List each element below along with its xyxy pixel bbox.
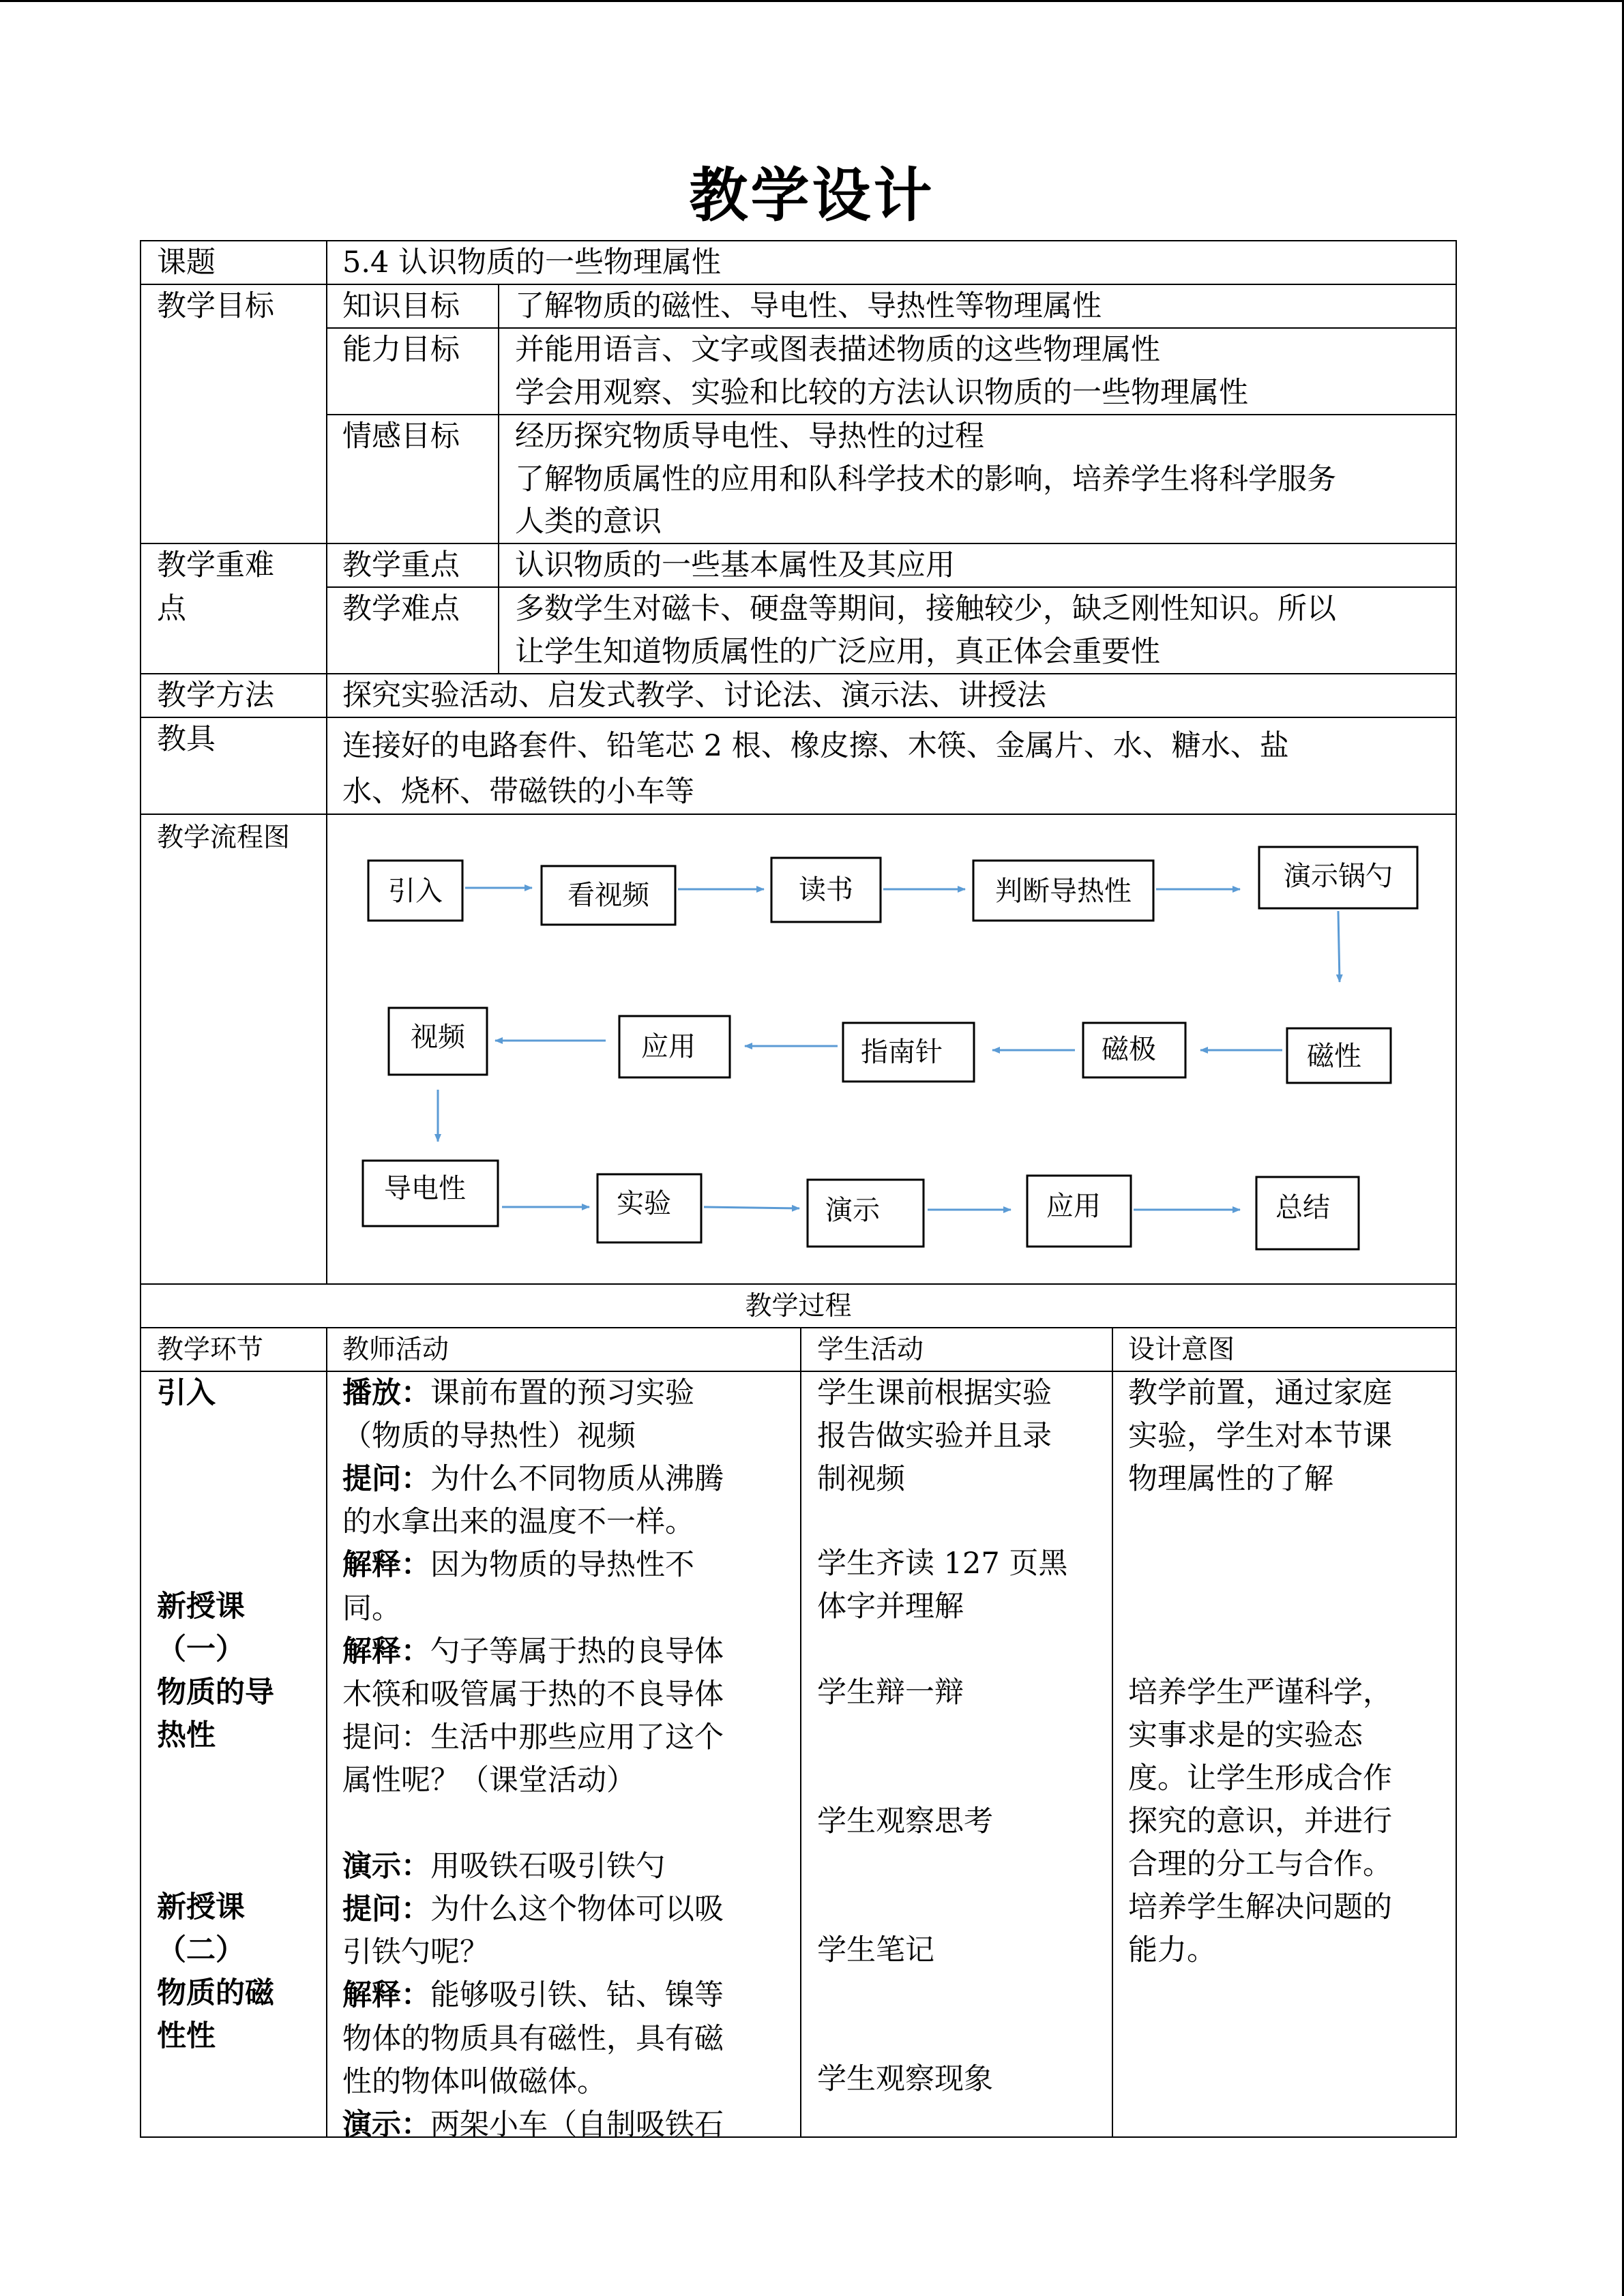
teacher-activity-line: [342, 2061, 606, 2103]
knowledge-goal-label: 知识目标: [342, 289, 460, 323]
teacher-activity-line: [342, 1458, 724, 1500]
difficulty-line1: 多数学生对磁卡、硬盘等期间，接触较少，缺乏刚性知识。所以: [515, 592, 1336, 626]
ability-goal-label: 能力目标: [342, 333, 460, 367]
stage-new2-b: （二）: [157, 1933, 245, 1967]
teacher-activity-text: 物体的物质具有磁性，具有磁: [342, 2022, 724, 2056]
student-text: 报告做实验并且录: [817, 1419, 1052, 1453]
teacher-activity-text: 木筷和吸管属于热的不良导体: [342, 1678, 724, 1712]
focus-label-line1: 教学重难: [157, 548, 274, 582]
focus-label-line2: 点: [157, 592, 186, 626]
teacher-activity-line: [342, 1587, 401, 1630]
teacher-activity-text: 为什么不同物质从沸腾: [430, 1462, 724, 1496]
process-header: 教学过程: [745, 1291, 852, 1322]
intent-text: 实验，学生对本节课: [1128, 1419, 1392, 1453]
intent-text: 能力。: [1128, 1933, 1216, 1967]
teacher-activity-line: [342, 1673, 724, 1716]
teacher-activity-text: 引铁勺呢？: [342, 1935, 489, 1969]
flow-text: 判断导热性: [995, 876, 1132, 907]
teacher-activity-line: [342, 1415, 636, 1457]
teacher-activity-text: 的水拿出来的温度不一样。: [342, 1505, 694, 1539]
teacher-activity-line: [342, 1974, 724, 2016]
key-point-label: 教学重点: [342, 548, 460, 582]
intent-text: 实事求是的实验态: [1128, 1718, 1363, 1753]
teacher-activity-text: 性的物体叫做磁体。: [342, 2065, 606, 2099]
flow-text: 应用: [1046, 1191, 1101, 1222]
teacher-activity-line: [342, 1716, 724, 1759]
teacher-activity-keyword: 播放：: [342, 1376, 430, 1410]
intent-text: 培养学生严谨科学，: [1128, 1675, 1392, 1710]
teacher-activity-keyword: 解释：: [342, 1978, 430, 2012]
student-text: 学生辩一辩: [817, 1675, 964, 1710]
difficulty-label: 教学难点: [342, 592, 460, 626]
student-text: 学生齐读 127 页黑: [817, 1547, 1068, 1581]
teacher-activity-line: [342, 2018, 724, 2060]
teacher-activity-text: （物质的导热性）视频: [342, 1419, 636, 1453]
emotion-goal-line3: 人类的意识: [515, 505, 662, 539]
stage-new1-c: 物质的导: [157, 1675, 274, 1710]
teacher-activity-keyword: 解释：: [342, 1548, 430, 1582]
student-text: 学生笔记: [817, 1933, 934, 1967]
flow-text: 演示: [825, 1195, 880, 1226]
teacher-activity-text: 用吸铁石吸引铁勺: [430, 1849, 665, 1883]
teacher-activity-text: 属性呢？（课堂活动）: [342, 1763, 636, 1798]
col-stage-header: 教学环节: [157, 1335, 264, 1365]
stage-new2-d: 性性: [157, 2019, 216, 2053]
method-label: 教学方法: [157, 679, 274, 713]
teacher-activity-text: 勺子等属于热的良导体: [430, 1635, 724, 1669]
method-value: 探究实验活动、启发式教学、讨论法、演示法、讲授法: [342, 679, 1046, 713]
flow-arrow: [704, 1207, 799, 1208]
stage-intro: 引入: [157, 1376, 216, 1410]
flow-text: 应用: [641, 1031, 696, 1062]
flow-text: 演示锅勺: [1284, 861, 1393, 892]
student-text: 学生观察思考: [817, 1804, 993, 1838]
teacher-activity-keyword: 提问：: [342, 1462, 430, 1496]
teacher-activity-keyword: 提问：: [342, 1892, 430, 1926]
teacher-activity-keyword: 演示：: [342, 1849, 430, 1883]
flow-text: 引入: [388, 876, 443, 907]
teacher-activity-text: 同。: [342, 1592, 401, 1626]
intent-text: 探究的意识，并进行: [1128, 1804, 1392, 1838]
teacher-activity-text: 课前布置的预习实验: [430, 1376, 694, 1410]
flow-arrow: [1338, 911, 1340, 982]
goals-label: 教学目标: [157, 289, 274, 323]
intent-text: 合理的分工与合作。: [1128, 1847, 1392, 1881]
difficulty-line2: 让学生知道物质属性的广泛应用，真正体会重要性: [515, 635, 1160, 669]
student-text: 学生观察现象: [817, 2062, 993, 2096]
teacher-activity-line: [342, 2104, 724, 2146]
stage-new1-d: 热性: [157, 1718, 216, 1753]
teacher-activity-line: [342, 1888, 724, 1930]
emotion-goal-line1: 经历探究物质导电性、导热性的过程: [515, 419, 984, 453]
page-title: 教学设计: [689, 161, 935, 230]
teacher-activity-line: [342, 1931, 489, 1973]
intent-text: 物理属性的了解: [1128, 1462, 1333, 1496]
flow-text: 磁极: [1102, 1034, 1156, 1065]
flow-text: 导电性: [384, 1173, 466, 1204]
intent-text: 教学前置，通过家庭: [1128, 1376, 1392, 1410]
stage-new2-c: 物质的磁: [157, 1976, 274, 2010]
col-intent-header: 设计意图: [1128, 1335, 1235, 1365]
teacher-activity-line: [342, 1845, 665, 1888]
teacher-activity-line: [342, 1501, 694, 1543]
teacher-activity-keyword: 演示：: [342, 2108, 430, 2142]
teacher-activity-keyword: 解释：: [342, 1635, 430, 1669]
tools-label: 教具: [157, 722, 216, 756]
teaching-flowchart: [327, 814, 1453, 1282]
teacher-activity-line: [342, 1759, 636, 1802]
flow-text: 实验: [617, 1188, 671, 1219]
student-text: 制视频: [817, 1462, 905, 1496]
ability-goal-line1: 并能用语言、文字或图表描述物质的这些物理属性: [515, 333, 1160, 367]
tools-line2: 水、烧杯、带磁铁的小车等: [342, 775, 694, 809]
teacher-activity-text: 提问：生活中那些应用了这个: [342, 1720, 724, 1755]
flow-text: 磁性: [1307, 1041, 1361, 1072]
emotion-goal-label: 情感目标: [342, 419, 460, 453]
stage-new2-a: 新授课: [157, 1890, 245, 1924]
flow-text: 看视频: [567, 880, 649, 911]
teacher-activity-line: [342, 1630, 724, 1673]
flow-text: 视频: [411, 1022, 465, 1053]
flowchart-label: 教学流程图: [157, 822, 291, 853]
teacher-activity-text: 两架小车（自制吸铁石: [430, 2108, 724, 2142]
stage-new1-a: 新授课: [157, 1590, 245, 1624]
student-text: 学生课前根据实验: [817, 1376, 1052, 1410]
teacher-activity-line: [342, 1372, 694, 1414]
topic-label: 课题: [157, 245, 216, 280]
teacher-activity-text: 能够吸引铁、钴、镍等: [430, 1978, 724, 2012]
topic-value: 5.4 认识物质的一些物理属性: [342, 245, 722, 280]
teacher-activity-text: 为什么这个物体可以吸: [430, 1892, 724, 1926]
student-text: 体字并理解: [817, 1590, 964, 1624]
flow-text: 读书: [799, 874, 853, 906]
teacher-activity-text: 因为物质的导热性不: [430, 1548, 694, 1582]
teacher-activity-line: [342, 1544, 694, 1586]
stage-new1-b: （一）: [157, 1632, 245, 1667]
key-point-value: 认识物质的一些基本属性及其应用: [515, 548, 955, 582]
emotion-goal-line2: 了解物质属性的应用和队科学技术的影响，培养学生将科学服务: [515, 462, 1336, 496]
col-student-header: 学生活动: [817, 1335, 924, 1365]
ability-goal-line2: 学会用观察、实验和比较的方法认识物质的一些物理属性: [515, 376, 1248, 410]
intent-text: 培养学生解决问题的: [1128, 1890, 1392, 1924]
page-top-border: [0, 0, 1624, 2]
knowledge-goal-value: 了解物质的磁性、导电性、导热性等物理属性: [515, 289, 1102, 323]
tools-line1: 连接好的电路套件、铅笔芯 2 根、橡皮擦、木筷、金属片、水、糖水、盐: [342, 729, 1289, 763]
flow-text: 总结: [1275, 1192, 1330, 1223]
col-teacher-header: 教师活动: [342, 1335, 449, 1365]
intent-text: 度。让学生形成合作: [1128, 1761, 1392, 1795]
flow-text: 指南针: [861, 1037, 943, 1068]
